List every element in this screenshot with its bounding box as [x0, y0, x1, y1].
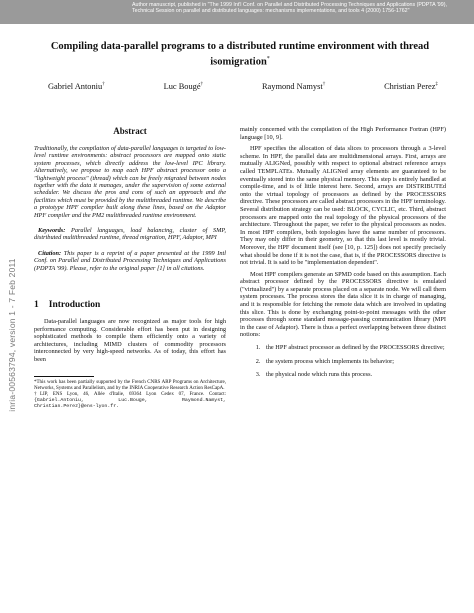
contact-emails: {Gabriel.Antoniu, Luc.Bouge, Raymond.Namyst, Christian.Perez}@ens-lyon.fr. — [34, 397, 226, 409]
list-item: 1. the HPF abstract processor as defined by the PROCESSORS directive; — [262, 344, 446, 352]
author: Gabriel Antoniu† — [48, 82, 105, 91]
citation-label: Citation: — [38, 249, 62, 257]
archive-stamp: inria-00563794, version 1 - 7 Feb 2011 — [7, 258, 17, 412]
author-list — [48, 82, 438, 91]
body-paragraph: mainly concerned with the compilation of the High Performance Fortran (HPF) language [10, 9]. — [240, 126, 446, 141]
author: Christian Perez‡ — [384, 82, 438, 91]
citation-text: This paper is a reprint of a paper presented at the 1999 Intl Conf. on Parallel and Distributed Processing Techniques and Applications (PDPTA '99). Please, refer to the original paper [1] in all citations. — [34, 249, 226, 272]
right-column — [240, 126, 446, 385]
abstract-heading: Abstract — [113, 126, 147, 136]
list-item: 3. the physical node which runs this process. — [262, 371, 446, 379]
abstract-text: Traditionally, the compilation of data-parallel languages is targeted to low-level runtime environments: abstract processors are mapped onto static system processes, which directly address the low-level IPC library. Alternatively, we propose to map each HPF abstract processor onto a "lightweight process" (thread) which can be freely migrated between nodes together with the data it manages, under the supervision of some external scheduler. We discuss the pros and cons of such an approach and the facilities which must be provided by the multithreaded runtime. We describe a prototype HPF compiler built along these lines, based on the Adaptor HPF compiler and the PM2 multithreaded runtime environment. — [34, 145, 226, 219]
footnote-rule — [34, 376, 94, 377]
numbered-list — [240, 344, 446, 379]
paper-title — [40, 40, 440, 69]
section-number: 1 — [34, 300, 39, 311]
section-title: Introduction — [48, 300, 101, 311]
introduction-heading — [34, 300, 226, 310]
keywords — [34, 227, 226, 242]
left-column — [34, 126, 226, 410]
footnote-affiliation: †LIP, ENS Lyon, 46, Allée d'Italie, 69364 Lyon Cedex 07, France. Contact: {Gabriel.Antoniu, Luc.Bouge, Raymond.Namyst, Christian.Perez}@ens-lyon.fr. — [34, 391, 226, 409]
list-item: 2. the system process which implements its behavior; — [262, 358, 446, 366]
author: Raymond Namyst† — [261, 82, 326, 91]
citation-note — [34, 250, 226, 272]
intro-paragraph: Data-parallel languages are now recognized as major tools for high performance computing. Considerable effort has been put in designing sophisticated methods to compile them efficiently onto a variety of architectures, including MIMD clusters of commodity processors interconnected by very high-speed networks. As of today, this effort has been — [34, 318, 226, 364]
keywords-label: Keywords: — [38, 227, 66, 235]
header-note: Author manuscript, published in "The 1999 Int'l Conf. on Parallel and Distributed Processing Techniques and Applications (PDPTA '99), Technical Session on parallel and distributed languages: mechanisms implementations, and tools 4 (2000) 1756-1762" — [0, 0, 474, 24]
author: Luc Bougé† — [163, 82, 204, 91]
body-paragraph: HPF specifies the allocation of data slices to processors through a 3-level scheme. In HPF, the parallel data are multidimensional arrays. First, arrays are mutually ALIGNed, possibly with respect to optional abstract reference arrays called TEMPLATEs. Mutually ALIGNed array elements are guaranteed to be eventually stored into the same physical memory. This step is entirely handled at compile-time, and is of little interest here. Second, arrays are DISTRIBUTEd onto the virtual topology of processors as defined by the PROCESSORS directive. These processors are called abstract processors in the HPF terminology. Several distribution strategy can be used: BLOCK, CYCLIC, etc. Third, abstract processors are mapped onto the real topology of the physical processors of the architecture. Throughout the paper, we refer to the physical processors as nodes. In most HPF compilers, both topologies have the same number of processors. They may only differ in their geometry, so that this last level is mostly trivial. Moreover, the HPF document itself (see [10, p. 125]) does not specify precisely what should be done if it is not the case, that is, if the PROCESSORS directive is not trivial. It is said to be "implementation dependent". — [240, 145, 446, 267]
footnote-support: *This work has been partially supported by the French CNRS ARP Programs on Architecture, Networks, Systems and Parallelism, and by the INRIA Cooperative Research Action ResCapA. — [34, 379, 226, 391]
body-paragraph: Most HPF compilers generate an SPMD code based on this assumption. Each abstract processor defined by the PROCESSORS directive is emulated ("virtualized") by a separate process placed on a separate node. We will call them system processes. The process stores the data slice it is in charge of managing, and it is responsible for fetching the remote data which are involved in updating this slice. This is done by exchanging point-to-point messages with the other processes through some standard message-passing communication library (MPI in the case of Adaptor). There is thus a perfect overlapping between three distinct notions: — [240, 270, 446, 339]
title-mark: * — [266, 56, 270, 62]
keywords-text: Parallel languages, load balancing, cluster of SMP, distributed multithreaded runtime, thread migration, HPF, Adaptor, MPI — [34, 227, 226, 242]
title-text: Compiling data-parallel programs to a distributed runtime environment with thread isomigration — [50, 41, 430, 68]
